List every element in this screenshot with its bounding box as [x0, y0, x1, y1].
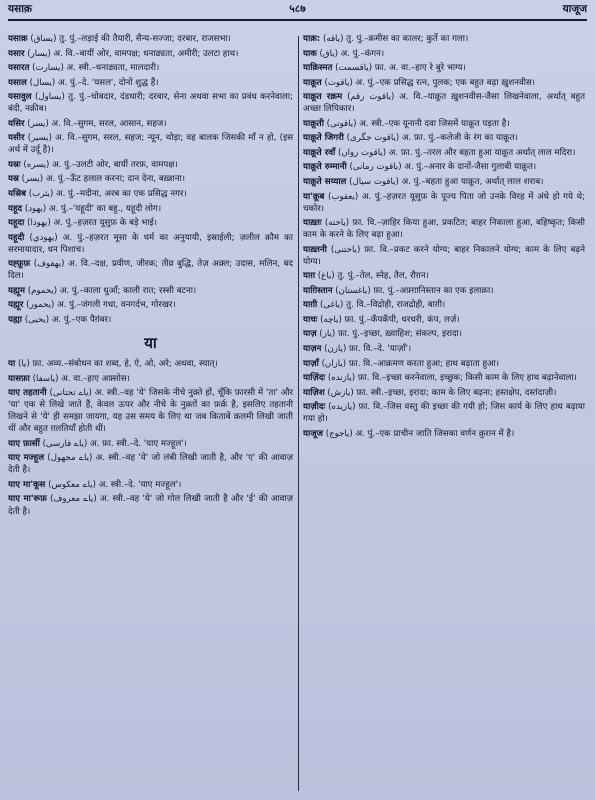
entry-definition: (يسر) अ. पुं.–ऊँट हलाल करना; दान देना, बख़्शना।	[21, 174, 185, 185]
dictionary-entry	[8, 299, 293, 311]
entry-definition: (ياقوت جگرى) अ. फ़ा. पुं.–कलेजी के रंग का याक़ूत।	[346, 133, 518, 144]
dictionary-entry	[303, 358, 585, 370]
entry-headword: याए फ़ार्सी	[8, 438, 40, 449]
entry-headword: याक़िस्मत	[303, 63, 333, 74]
dictionary-entry	[8, 285, 293, 297]
entry-headword: याक़ूते रुम्मानी	[303, 162, 347, 173]
entry-headword: याग़ी	[303, 300, 318, 311]
page-header	[8, 2, 587, 18]
entry-headword: याज़ाँ	[303, 358, 319, 369]
entry-headword: यसीर	[8, 133, 25, 144]
dictionary-entry	[303, 299, 585, 311]
entry-definition: (يحموم) अ. पुं.–काला धुआँ; काली रात; रस्सी बटना।	[27, 285, 197, 296]
dictionary-entry	[8, 118, 293, 130]
entry-headword: यस्र	[8, 174, 19, 185]
dictionary-entry	[303, 48, 585, 60]
entry-definition: (یاے مجهول) अ. स्त्री.–वह 'ये' जो लंबी लिखी जाती है, और 'ए' की आवाज़ देती है।	[8, 453, 293, 476]
entry-headword: यहूद	[8, 203, 23, 214]
entry-definition: (ياقوت سيال) अ. पुं.–बहता हुआ याक़ूत, अर्थात् लाल शराब।	[349, 176, 544, 187]
entry-headword: यसाल	[8, 77, 27, 88]
dictionary-entry	[8, 188, 293, 200]
dictionary-entry	[8, 258, 293, 282]
entry-definition: (يسار) अ. वि.–बायीं ओर, वामपक्ष; धनाढ्यता, अमीरी; उलटा हाथ।	[27, 48, 239, 59]
entry-headword: याख़्तः	[303, 218, 322, 229]
entry-definition: (ياقوت رقم) अ. वि.–याक़ूत ख़ुशनवीस-जैसा लिखनेवाला, अर्थात् बहुत अच्छा लिपिकार।	[303, 92, 585, 115]
dictionary-entry	[303, 343, 585, 355]
entry-headword: याक़ूती	[303, 118, 324, 129]
entry-definition: (ياختنى) फ़ा. वि.–प्रकट करने योग्य; बाहर निकालने योग्य; काम के लिए बढ़ने योग्य।	[303, 244, 586, 267]
entry-headword: याग़	[303, 271, 316, 282]
header-left-guide-word: यसाक़	[8, 3, 32, 15]
entry-definition: (يثرب) अ. पुं.–मदीना, अरब का एक प्रसिद्ध नगर।	[28, 189, 187, 200]
entry-headword: यहूदी	[8, 232, 25, 243]
right-column	[303, 33, 585, 442]
page-number: ५८७	[289, 3, 306, 15]
entry-headword: यह्मूर	[8, 300, 24, 311]
entry-definition: (ياقوت) अ. पुं.–एक प्रसिद्ध रत्न, पुलक; एक बहुत बढ़ा ख़ुशनवीस।	[324, 77, 536, 88]
entry-headword: याक़ूते जिगरी	[303, 133, 344, 144]
entry-definition: (يهودي) अ. पुं.–हज़रत मूसा के धर्म का अनुयायी, इस्राईली; ज़लील क़ौम का सरमायादार, धन पिशाच।	[8, 232, 294, 255]
dictionary-entry	[303, 217, 585, 241]
dictionary-entry	[303, 62, 585, 74]
entry-definition: (ياقه) तु. पुं.–क़मीस का कालर; कुर्ते का गला।	[322, 34, 469, 44]
dictionary-entry	[303, 132, 585, 144]
dictionary-entry	[8, 159, 293, 171]
entry-definition: (ياقوت رواں) अ. फ़ा. पुं.–तरल और बहता हुआ याक़ूत अर्थात् लाल मदिरा।	[337, 147, 576, 158]
dictionary-entry	[8, 493, 293, 517]
dictionary-entry	[303, 33, 585, 45]
entry-definition: (یاے فارسى) अ. फ़ा. स्त्री.–दे. 'याए मज्हूल'।	[42, 438, 187, 449]
dictionary-entry	[8, 203, 293, 215]
dictionary-entry	[303, 270, 585, 282]
entry-definition: (يازن) फ़ा. वि.–दे. 'याज़ाँ'।	[324, 344, 412, 355]
entry-headword: यासफ़ा	[8, 373, 30, 384]
entry-headword: याए मा'रूफ़	[8, 494, 47, 505]
entry-definition: (يسره) अ. पुं.–उलटी ओर, बायीं तरफ़, वामपक्ष।	[23, 159, 178, 170]
entry-definition: (ياجوج) अ. पुं.–एक प्राचीन जाति जिसका वर्णन क़ुरान में है।	[325, 428, 515, 439]
entry-headword: यसावुल	[8, 92, 32, 103]
dictionary-entry	[8, 217, 293, 229]
entry-headword: यसाक़	[8, 34, 28, 44]
entry-headword: याए तहतानी	[8, 388, 47, 399]
header-right-guide-word: याजूज	[562, 3, 587, 15]
entry-definition: (یاے معکوس) अ. स्त्री.–दे. 'याए मज्हूल'।	[48, 479, 182, 490]
entry-headword: यसिर	[8, 118, 25, 129]
entry-headword: याए मज्हूल	[8, 453, 45, 464]
entry-definition: (یاے معروف) अ. स्त्री.–वह 'ये' जो गोल लिखी जाती है और 'ई' की आवाज़ देती है।	[8, 494, 294, 517]
entry-headword: यस्रिब	[8, 189, 27, 200]
entry-definition: (ياغى) तु. वि.–विद्रोही, राजद्रोही, बाग़ी।	[320, 300, 446, 311]
dictionary-entry	[303, 118, 585, 130]
entry-headword: याज़न	[303, 344, 322, 355]
entry-definition: (يسير) अ. वि.–सुगम, सरल, सहज; न्यून, थोड़ा; वह बालक जिसकी माँ न हो, (इस अर्थ में उर्दू है)।	[8, 133, 294, 156]
entry-headword: याचः	[303, 314, 318, 325]
dictionary-entry	[303, 387, 585, 399]
dictionary-entry	[303, 328, 585, 340]
dictionary-entry	[303, 191, 585, 215]
entry-headword: याक़:	[303, 34, 321, 44]
entry-definition: (يساول) तु. पुं.–चोबदार, दंडधारी; दरबार, सेना अथवा सभा का प्रबंध करनेवाला; बंदी, नक़ीब।	[8, 92, 294, 115]
dictionary-entry	[303, 147, 585, 159]
dictionary-entry	[303, 285, 585, 297]
dictionary-entry	[8, 77, 293, 89]
entry-headword: याज़	[303, 329, 317, 340]
entry-headword: याक़ूते सय्याल	[303, 176, 347, 187]
dictionary-entry	[8, 438, 293, 450]
entry-headword: याज़िंदः	[303, 373, 326, 384]
dictionary-entry	[303, 77, 585, 89]
dictionary-entry	[8, 173, 293, 185]
entry-headword: या'क़ूब	[303, 191, 325, 202]
dictionary-entry	[8, 33, 293, 45]
entry-headword: याक	[303, 48, 317, 59]
entry-definition: (ياقسمت) फ़ा. अ. वा.–हाए रे बुरे भाग्य।	[335, 63, 466, 74]
entry-headword: या	[8, 358, 16, 369]
entry-headword: याख़्तनी	[303, 244, 327, 255]
dictionary-entry	[8, 373, 293, 385]
dictionary-entry	[303, 161, 585, 173]
entry-definition: (ياز) फ़ा. पुं.–इच्छा, ख़्वाहिश; संकल्प, इरादा।	[319, 329, 463, 340]
section-heading: या	[144, 333, 157, 352]
dictionary-entry	[303, 372, 585, 384]
entry-definition: (يازاں) फ़ा. वि.–आक्रमण करता हुआ; हाथ बढ़ाता हुआ।	[321, 358, 500, 369]
header-rule	[8, 19, 587, 21]
entry-definition: (يهفوف) अ. वि.–दक्ष, प्रवीण, जीरक; तीव्र बुद्धि, तेज़ अक़्ल; उदास, मलिन, बद दिल।	[8, 259, 293, 282]
entry-definition: (يسال) अ. पुं.–दे. 'यसल', दोनों शुद्ध हैं।	[29, 77, 159, 88]
dictionary-entry	[8, 452, 293, 476]
column-divider	[298, 36, 299, 791]
dictionary-entry	[303, 176, 585, 188]
entry-definition: (ياقوت رمانى) अ. पुं.–अनार के दानों-जैसा गुलाबी याक़ूत।	[349, 162, 537, 173]
entry-headword: यस्रः	[8, 159, 21, 170]
dictionary-entry	[8, 62, 293, 74]
entry-headword: याक़ूत रक़म	[303, 92, 343, 103]
entry-definition: (ياچه) फ़ा. पुं.–कँपकँपी, थरथरी, कंप, लर्ज़।	[320, 314, 460, 325]
dictionary-entry	[8, 387, 293, 435]
entry-headword: यहूदा	[8, 218, 25, 229]
entry-headword: याक़ूते रवाँ	[303, 147, 336, 158]
entry-headword: याज़ीदः	[303, 402, 326, 413]
entry-headword: यह्या	[8, 314, 22, 325]
dictionary-entry	[8, 479, 293, 491]
dictionary-entry	[303, 314, 585, 326]
entry-definition: (يسارت) अ. स्त्री.–धनाढ्यता, मालदारी।	[32, 63, 160, 74]
entry-definition: (يازنده) फ़ा. वि.–इच्छा करनेवाला, इच्छुक; किसी काम के लिए हाथ बढ़ानेवाला।	[327, 373, 577, 384]
entry-headword: यसार	[8, 48, 25, 59]
entry-definition: (يساق) तु. पुं.–लड़ाई की तैयारी, सैन्य-सज्जा; दरबार, राजसभा।	[30, 34, 231, 44]
entry-definition: (يازيده) फ़ा. वि.–जिस वस्तु की इच्छा की गयी हो; जिस कार्य के लिए हाथ बढ़ाया गया हो।	[303, 402, 585, 425]
entry-definition: (يعقوب) अ. पुं.–हज़रत यूसुफ़ के पूज्य पिता जो उनके विरह में अंधे हो गये थे; चकोर।	[303, 191, 585, 214]
dictionary-entry	[303, 244, 585, 268]
entry-definition: (ياق) अ. पुं.–कंगन।	[319, 48, 385, 59]
dictionary-entry	[8, 132, 293, 156]
dictionary-entry	[8, 48, 293, 60]
entry-definition: (ياغ) तु. पुं.–तेल, स्नेह, तैल, रौग़न।	[317, 271, 429, 282]
left-column	[8, 33, 293, 520]
dictionary-entry	[8, 232, 293, 256]
entry-definition: (ياسفا) अ. वा.–हाए अफ़्सोस।	[32, 373, 130, 384]
entry-definition: (يحيى) अ. पुं.–एक पैग़ंबर।	[24, 314, 112, 325]
entry-definition: (يهود) अ. पुं.–'यहूदी' का बहु., यहूदी लोग।	[24, 203, 162, 214]
entry-headword: याजूज	[303, 428, 323, 439]
dictionary-entry	[303, 91, 585, 115]
entry-definition: (يازش) फ़ा. स्त्री.–इच्छा, इरादा; काम के लिए बढ़ना; हस्तक्षेप, दस्तंदाज़ी।	[327, 387, 557, 398]
entry-headword: याए मा'कूस	[8, 479, 46, 490]
entry-headword: यह्फ़ूफ़	[8, 259, 31, 270]
dictionary-entry	[8, 314, 293, 326]
entry-definition: (ياقوتى) अ. स्त्री.–एक यूनानी दवा जिसमें याक़ूत पड़ता है।	[326, 118, 510, 129]
entry-definition: (يهودا) अ. पुं.–हज़रत यूसुफ़ के बड़े भाई।	[27, 218, 158, 229]
entry-headword: यसारत	[8, 63, 30, 74]
entry-definition: (يحمور) अ. पुं.–जंगली गधा, वनगर्दभ, गोरखर।	[26, 300, 176, 311]
entry-definition: (ياخته) फ़ा. वि.–ज़ाहिर किया हुआ, प्रकटित; बाहर निकाला हुआ, बहिष्कृत; किसी काम के करने के लिए बढ़ा हुआ।	[303, 218, 586, 241]
dictionary-entry	[303, 401, 585, 425]
entry-headword: याग़िस्तान	[303, 285, 333, 296]
entry-headword: याक़ूत	[303, 77, 322, 88]
entry-definition: (يسر) अ. वि.–सुगम, सरल, आसान, सहज।	[27, 118, 167, 129]
entry-definition: (يا) फ़ा. अव्य.–संबोधन का शब्द, हे, ऐ, ओ, अरे; अथवा, स्यात्।	[17, 358, 218, 369]
entry-definition: (ياغستان) फ़ा. पुं.–अफ़्ग़ानिस्तान का एक इलाक़ा।	[335, 285, 494, 296]
entry-headword: याज़िश	[303, 387, 325, 398]
entry-headword: यह्मूम	[8, 285, 26, 296]
dictionary-entry	[8, 358, 293, 370]
dictionary-entry	[303, 428, 585, 440]
dictionary-entry	[8, 91, 293, 115]
entry-definition: (ياے تحتانى) अ. स्त्री.–वह 'ये' जिसके नीचे नुक़्ते हों, चूँकि फ़ारसी में 'ता' और 'या' एक से लिखे जाते हैं, केवल ऊपर और नीचे के नुक़्तों का फ़र्क़ है, इसलिए तहतानी लिखने से 'ये' ही समझा जायगा, यह उस समय के लिए था जब किताबें क़लमी लिखी जाती थीं और बहुत ग़लतियाँ होती थीं।	[8, 388, 294, 435]
